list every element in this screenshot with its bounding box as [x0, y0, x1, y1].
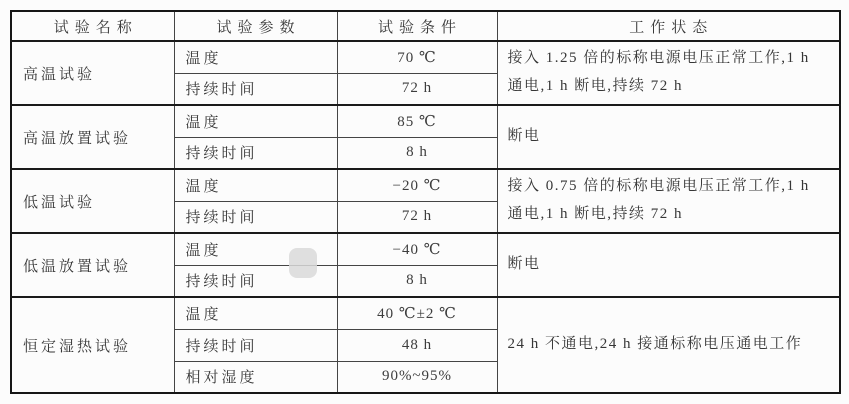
test-name-cell: 低温试验: [11, 169, 174, 233]
param-cell: 持续时间: [174, 137, 337, 169]
header-test-parameter: 试验参数: [174, 11, 337, 41]
condition-cell: 85 ℃: [337, 105, 497, 137]
condition-cell: 40 ℃±2 ℃: [337, 297, 497, 329]
table-row: [11, 297, 840, 329]
status-cell: 断电: [497, 105, 840, 169]
test-name-cell: 高温放置试验: [11, 105, 174, 169]
param-cell: 持续时间: [174, 329, 337, 361]
param-cell: 温度: [174, 169, 337, 201]
test-name-cell: 恒定湿热试验: [11, 297, 174, 393]
table-row: [11, 169, 840, 201]
condition-cell: −40 ℃: [337, 233, 497, 265]
param-cell: 持续时间: [174, 265, 337, 297]
status-cell: 接入 0.75 倍的标称电源电压正常工作,1 h 通电,1 h 断电,持续 72 h: [497, 169, 840, 233]
header-row: [11, 11, 840, 41]
param-cell: 持续时间: [174, 73, 337, 105]
param-cell: 相对湿度: [174, 361, 337, 393]
condition-cell: 90%~95%: [337, 361, 497, 393]
param-cell: 持续时间: [174, 201, 337, 233]
param-cell: 温度: [174, 105, 337, 137]
test-conditions-table: [10, 10, 839, 394]
param-cell: 温度: [174, 41, 337, 73]
status-cell: 接入 1.25 倍的标称电源电压正常工作,1 h 通电,1 h 断电,持续 72 h: [497, 41, 840, 105]
condition-cell: 72 h: [337, 73, 497, 105]
test-name-cell: 高温试验: [11, 41, 174, 105]
condition-cell: 8 h: [337, 265, 497, 297]
table-row: [11, 105, 840, 137]
condition-cell: 8 h: [337, 137, 497, 169]
condition-cell: −20 ℃: [337, 169, 497, 201]
table-row: [11, 233, 840, 265]
condition-cell: 70 ℃: [337, 41, 497, 73]
table-row: [11, 41, 840, 73]
param-cell: 温度: [174, 233, 337, 265]
header-test-condition: 试验条件: [337, 11, 497, 41]
condition-cell: 48 h: [337, 329, 497, 361]
header-working-state: 工作状态: [497, 11, 840, 41]
status-cell: 断电: [497, 233, 840, 297]
test-name-cell: 低温放置试验: [11, 233, 174, 297]
condition-cell: 72 h: [337, 201, 497, 233]
param-cell: 温度: [174, 297, 337, 329]
table: [10, 10, 841, 394]
header-test-name: 试验名称: [11, 11, 174, 41]
status-cell: 24 h 不通电,24 h 接通标称电压通电工作: [497, 297, 840, 393]
